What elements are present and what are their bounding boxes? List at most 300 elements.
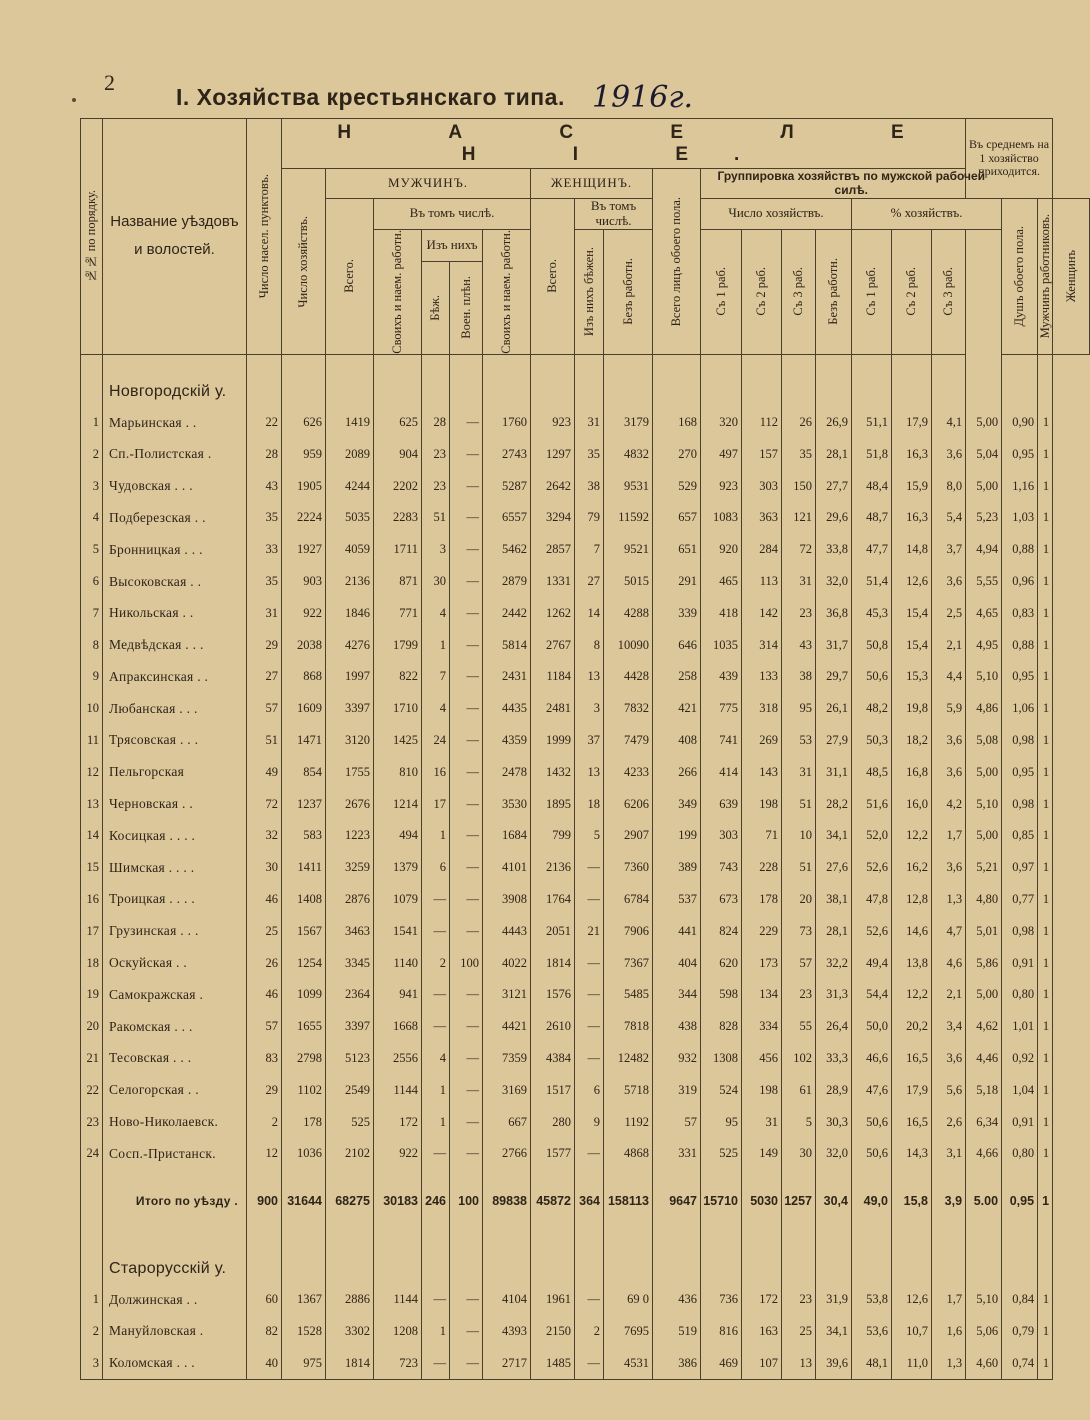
value-cell: — (450, 915, 483, 947)
value-cell (1002, 354, 1038, 407)
section-heading-row (81, 1232, 1090, 1284)
value-cell: 0,95 (1002, 438, 1038, 470)
value-cell: 438 (653, 1011, 701, 1043)
value-cell: 494 (374, 820, 422, 852)
value-cell: 339 (653, 597, 701, 629)
value-cell: 3530 (483, 788, 531, 820)
men-in-that-heading: Въ томъ числѣ. (374, 199, 531, 230)
value-cell: 465 (701, 566, 742, 598)
value-cell: 50,8 (852, 629, 892, 661)
table-row (81, 979, 1090, 1011)
value-cell (531, 1232, 575, 1284)
value-cell: 16,2 (892, 852, 932, 884)
value-cell: 172 (742, 1284, 782, 1316)
value-cell: 17 (422, 788, 450, 820)
value-cell: 2364 (326, 979, 374, 1011)
value-cell: 904 (374, 438, 422, 470)
value-cell: 3 (422, 534, 450, 566)
value-cell: 1,06 (1002, 693, 1038, 725)
value-cell: 14,6 (892, 915, 932, 947)
value-cell: 0,95 (1002, 661, 1038, 693)
value-cell: 1846 (326, 597, 374, 629)
value-cell: 47,6 (852, 1074, 892, 1106)
value-cell: 2202 (374, 470, 422, 502)
value-cell: 18 (575, 788, 604, 820)
value-cell: 32 (247, 820, 282, 852)
value-cell: 34,1 (816, 1316, 852, 1348)
col-women-total-header: Всего. (531, 199, 575, 355)
value-cell: 3,9 (932, 1170, 966, 1232)
row-number-cell: 5 (81, 534, 103, 566)
value-cell: 2150 (531, 1316, 575, 1348)
row-number-cell: 24 (81, 1138, 103, 1170)
value-cell: 31 (742, 1106, 782, 1138)
value-cell: 441 (653, 915, 701, 947)
section-heading-row (81, 354, 1090, 407)
value-cell: 923 (531, 407, 575, 439)
value-cell: 28,2 (816, 788, 852, 820)
value-cell: 1517 (531, 1074, 575, 1106)
value-cell: 363 (742, 502, 782, 534)
value-cell (483, 354, 531, 407)
value-cell: 1079 (374, 884, 422, 916)
value-cell: — (450, 629, 483, 661)
table-row (81, 438, 1090, 470)
value-cell: 51 (247, 725, 282, 757)
value-cell: 10,7 (892, 1316, 932, 1348)
volost-name-cell: Подберезская . . (103, 502, 247, 534)
volost-name-cell: Шимская . . . . (103, 852, 247, 884)
value-cell: 5462 (483, 534, 531, 566)
value-cell: 12 (247, 1138, 282, 1170)
value-cell: 1 (1038, 1347, 1053, 1379)
value-cell: 0,95 (1002, 1170, 1038, 1232)
value-cell: 2481 (531, 693, 575, 725)
value-cell: 5,06 (966, 1316, 1002, 1348)
value-cell: 4384 (531, 1043, 575, 1075)
value-cell: 26 (782, 407, 816, 439)
value-cell: 178 (742, 884, 782, 916)
value-cell: 922 (374, 1138, 422, 1170)
value-cell: 31 (575, 407, 604, 439)
value-cell: 651 (653, 534, 701, 566)
value-cell: 134 (742, 979, 782, 1011)
col-g2-header: Съ 2 раб. (742, 229, 782, 354)
value-cell: 314 (742, 629, 782, 661)
value-cell (1038, 354, 1053, 407)
value-cell: 1425 (374, 725, 422, 757)
row-number-cell: 23 (81, 1106, 103, 1138)
value-cell: 4443 (483, 915, 531, 947)
value-cell: 16,5 (892, 1043, 932, 1075)
value-cell (932, 354, 966, 407)
average-heading: Въ среднемъ на 1 хозяйство приходится. (966, 119, 1053, 199)
value-cell: 456 (742, 1043, 782, 1075)
value-cell: 2136 (326, 566, 374, 598)
col-total-all-header: Всего лицъ обоего пола. (653, 169, 701, 355)
value-cell: 150 (782, 470, 816, 502)
value-cell: 2224 (282, 502, 326, 534)
value-cell: 133 (742, 661, 782, 693)
value-cell: 1 (1038, 756, 1053, 788)
row-number-cell: 4 (81, 502, 103, 534)
value-cell: 1895 (531, 788, 575, 820)
row-number-cell: 17 (81, 915, 103, 947)
value-cell: 2,5 (932, 597, 966, 629)
col-women-refugees-header: Изъ нихъ бѣжен. (575, 229, 604, 354)
table-row (81, 725, 1090, 757)
value-cell: 173 (742, 947, 782, 979)
value-cell: 1 (422, 1316, 450, 1348)
volost-name-cell: Селогорская . . (103, 1074, 247, 1106)
value-cell: 0,91 (1002, 1106, 1038, 1138)
value-cell: 1999 (531, 725, 575, 757)
value-cell: 228 (742, 852, 782, 884)
value-cell: 5,18 (966, 1074, 1002, 1106)
value-cell: 5,00 (966, 470, 1002, 502)
hh-percent-heading: % хозяйствъ. (852, 199, 1002, 230)
value-cell: 168 (653, 407, 701, 439)
value-cell: 31 (247, 597, 282, 629)
value-cell: 54,4 (852, 979, 892, 1011)
value-cell: 1367 (282, 1284, 326, 1316)
value-cell: 27,7 (816, 470, 852, 502)
row-number-cell: 18 (81, 947, 103, 979)
value-cell: 1,04 (1002, 1074, 1038, 1106)
value-cell: 1764 (531, 884, 575, 916)
value-cell: 1 (1038, 1074, 1053, 1106)
value-cell: 5,08 (966, 725, 1002, 757)
col-p2-header: Съ 2 раб. (892, 229, 932, 354)
page-title: I. Хозяйства крестьянскаго типа. (176, 84, 565, 110)
value-cell: 52,0 (852, 820, 892, 852)
value-cell: 1927 (282, 534, 326, 566)
value-cell: 3,6 (932, 756, 966, 788)
row-number-cell: 21 (81, 1043, 103, 1075)
value-cell: 198 (742, 788, 782, 820)
value-cell: 1 (1038, 534, 1053, 566)
table-row (81, 756, 1090, 788)
value-cell: 1 (1038, 661, 1053, 693)
value-cell: 69 0 (604, 1284, 653, 1316)
value-cell: 143 (742, 756, 782, 788)
value-cell: 5015 (604, 566, 653, 598)
value-cell: 20,2 (892, 1011, 932, 1043)
value-cell: 149 (742, 1138, 782, 1170)
value-cell: 5814 (483, 629, 531, 661)
value-cell: 3,1 (932, 1138, 966, 1170)
value-cell (374, 354, 422, 407)
value-cell (892, 1232, 932, 1284)
value-cell (247, 354, 282, 407)
value-cell: 1237 (282, 788, 326, 820)
row-number-cell: 10 (81, 693, 103, 725)
value-cell: 12482 (604, 1043, 653, 1075)
value-cell: 16,3 (892, 502, 932, 534)
value-cell: — (422, 1011, 450, 1043)
value-cell: 95 (782, 693, 816, 725)
value-cell: 15,4 (892, 597, 932, 629)
value-cell: 163 (742, 1316, 782, 1348)
value-cell: 2442 (483, 597, 531, 629)
value-cell: — (575, 1138, 604, 1170)
value-cell: 27,9 (816, 725, 852, 757)
table-row (81, 1106, 1090, 1138)
value-cell: 1 (1038, 788, 1053, 820)
value-cell: 266 (653, 756, 701, 788)
table-row (81, 884, 1090, 916)
value-cell: 46,6 (852, 1043, 892, 1075)
col-g3-header: Съ 3 раб. (782, 229, 816, 354)
value-cell: 620 (701, 947, 742, 979)
value-cell: 0,85 (1002, 820, 1038, 852)
value-cell: 344 (653, 979, 701, 1011)
table-row (81, 470, 1090, 502)
value-cell: 822 (374, 661, 422, 693)
value-cell: 6 (575, 1074, 604, 1106)
value-cell: — (450, 438, 483, 470)
value-cell: 1102 (282, 1074, 326, 1106)
value-cell: 2743 (483, 438, 531, 470)
value-cell: — (450, 1043, 483, 1075)
value-cell: 1 (1038, 693, 1053, 725)
value-cell: 5,86 (966, 947, 1002, 979)
value-cell: 48,2 (852, 693, 892, 725)
value-cell: 28,1 (816, 915, 852, 947)
value-cell: 7367 (604, 947, 653, 979)
value-cell: — (450, 597, 483, 629)
value-cell: 4,95 (966, 629, 1002, 661)
value-cell: 107 (742, 1347, 782, 1379)
value-cell: 198 (742, 1074, 782, 1106)
value-cell: 32,0 (816, 566, 852, 598)
value-cell: — (422, 915, 450, 947)
value-cell: 2089 (326, 438, 374, 470)
col-refugees-header: Бѣж. (422, 261, 450, 354)
col-row-number-header: №№ по порядку. (81, 119, 103, 355)
value-cell: 12,2 (892, 979, 932, 1011)
value-cell: 10 (782, 820, 816, 852)
volost-name-cell: Сосп.-Пристанск. (103, 1138, 247, 1170)
hh-count-heading: Число хозяйствъ. (701, 199, 852, 230)
value-cell: 1,3 (932, 884, 966, 916)
value-cell: 0,98 (1002, 915, 1038, 947)
volost-name-cell: Марьинская . . (103, 407, 247, 439)
table-row (81, 1043, 1090, 1075)
col-avg-women-header: Женщинъ (1053, 199, 1090, 355)
value-cell: 1 (1038, 1138, 1053, 1170)
value-cell: — (450, 470, 483, 502)
value-cell: 5,4 (932, 502, 966, 534)
population-table (80, 118, 1078, 1371)
value-cell: 5,00 (966, 407, 1002, 439)
value-cell: 2798 (282, 1043, 326, 1075)
value-cell: 2,6 (932, 1106, 966, 1138)
row-number-cell: 2 (81, 438, 103, 470)
table-row (81, 820, 1090, 852)
value-cell: — (450, 1138, 483, 1170)
value-cell: 1 (422, 1106, 450, 1138)
district-total-row (81, 1170, 1090, 1232)
value-cell: 7479 (604, 725, 653, 757)
col-households-header: Число хозяйствъ. (282, 169, 326, 355)
value-cell: 8 (575, 629, 604, 661)
value-cell: 53,8 (852, 1284, 892, 1316)
value-cell: 73 (782, 915, 816, 947)
table-row (81, 407, 1090, 439)
value-cell: 1144 (374, 1074, 422, 1106)
value-cell (282, 354, 326, 407)
value-cell: 20 (782, 884, 816, 916)
value-cell: 1,7 (932, 1284, 966, 1316)
table-row (81, 788, 1090, 820)
value-cell: 31 (782, 566, 816, 598)
table-row (81, 947, 1090, 979)
value-cell (247, 1232, 282, 1284)
table-row (81, 1316, 1090, 1348)
value-cell: 31,7 (816, 629, 852, 661)
volost-name-cell: Тесовская . . . (103, 1043, 247, 1075)
value-cell: 51 (422, 502, 450, 534)
value-cell: 4,65 (966, 597, 1002, 629)
value-cell: 0,97 (1002, 852, 1038, 884)
value-cell: 828 (701, 1011, 742, 1043)
value-cell: 15,8 (892, 1170, 932, 1232)
value-cell: 4233 (604, 756, 653, 788)
table-row (81, 566, 1090, 598)
volost-name-cell: Ново-Николаевск. (103, 1106, 247, 1138)
value-cell: 923 (701, 470, 742, 502)
value-cell: 1485 (531, 1347, 575, 1379)
value-cell: 1799 (374, 629, 422, 661)
value-cell (653, 1232, 701, 1284)
col-men-total-header: Всего. (326, 199, 374, 355)
value-cell: 736 (701, 1284, 742, 1316)
value-cell: 3302 (326, 1316, 374, 1348)
value-cell: 38 (575, 470, 604, 502)
value-cell: 5030 (742, 1170, 782, 1232)
value-cell: 2907 (604, 820, 653, 852)
value-cell: 2549 (326, 1074, 374, 1106)
value-cell: 3,6 (932, 438, 966, 470)
value-cell: 4,2 (932, 788, 966, 820)
value-cell: 0,80 (1002, 1138, 1038, 1170)
value-cell: 1567 (282, 915, 326, 947)
value-cell: 112 (742, 407, 782, 439)
value-cell: — (575, 1347, 604, 1379)
value-cell: 2038 (282, 629, 326, 661)
row-number-cell: 11 (81, 725, 103, 757)
value-cell: 3,6 (932, 566, 966, 598)
value-cell: 258 (653, 661, 701, 693)
value-cell: 1 (1038, 1316, 1053, 1348)
value-cell: 13 (575, 756, 604, 788)
value-cell: 4,94 (966, 534, 1002, 566)
value-cell: 1 (1038, 979, 1053, 1011)
value-cell: 1760 (483, 407, 531, 439)
of-them-heading: Изъ нихъ (422, 229, 483, 261)
value-cell: 284 (742, 534, 782, 566)
row-number-cell: 7 (81, 597, 103, 629)
value-cell: 30,3 (816, 1106, 852, 1138)
value-cell: 33,8 (816, 534, 852, 566)
volost-name-cell: Ракомская . . . (103, 1011, 247, 1043)
value-cell: 4421 (483, 1011, 531, 1043)
value-cell (966, 1232, 1002, 1284)
value-cell (326, 354, 374, 407)
value-cell: 26,9 (816, 407, 852, 439)
women-heading: ЖЕНЩИНЪ. (531, 169, 653, 199)
value-cell: 16,3 (892, 438, 932, 470)
value-cell: 667 (483, 1106, 531, 1138)
value-cell: 4,6 (932, 947, 966, 979)
value-cell: 2556 (374, 1043, 422, 1075)
volost-name-cell: Любанская . . . (103, 693, 247, 725)
value-cell: 4022 (483, 947, 531, 979)
statistics-table (80, 118, 1090, 1380)
value-cell: 1 (1038, 915, 1053, 947)
value-cell: — (450, 1106, 483, 1138)
value-cell (932, 1232, 966, 1284)
value-cell: 303 (742, 470, 782, 502)
value-cell: 82 (247, 1316, 282, 1348)
value-cell: 1 (1038, 725, 1053, 757)
value-cell: 2766 (483, 1138, 531, 1170)
value-cell: 1408 (282, 884, 326, 916)
value-cell: 932 (653, 1043, 701, 1075)
value-cell: — (422, 1138, 450, 1170)
value-cell: 1 (1038, 1011, 1053, 1043)
value-cell: — (422, 1347, 450, 1379)
value-cell: 1254 (282, 947, 326, 979)
value-cell: 2857 (531, 534, 575, 566)
value-cell: 1,03 (1002, 502, 1038, 534)
table-row (81, 661, 1090, 693)
value-cell: — (575, 1043, 604, 1075)
value-cell: 525 (326, 1106, 374, 1138)
value-cell: 646 (653, 629, 701, 661)
value-cell: 1 (1038, 1284, 1053, 1316)
volost-name-cell: Грузинская . . . (103, 915, 247, 947)
value-cell: 331 (653, 1138, 701, 1170)
value-cell: 4 (422, 597, 450, 629)
value-cell: 113 (742, 566, 782, 598)
value-cell: 12,6 (892, 566, 932, 598)
value-cell: 0,84 (1002, 1284, 1038, 1316)
value-cell: 172 (374, 1106, 422, 1138)
volost-name-cell: Медвѣдская . . . (103, 629, 247, 661)
value-cell: 657 (653, 502, 701, 534)
value-cell: 920 (701, 534, 742, 566)
value-cell: 9531 (604, 470, 653, 502)
value-cell: 0,98 (1002, 788, 1038, 820)
table-row (81, 1074, 1090, 1106)
value-cell (531, 354, 575, 407)
value-cell: 0,74 (1002, 1347, 1038, 1379)
value-cell: 39,6 (816, 1347, 852, 1379)
table-row (81, 915, 1090, 947)
total-label: Итого по уѣзду . (103, 1170, 247, 1232)
value-cell: 1432 (531, 756, 575, 788)
value-cell: — (450, 693, 483, 725)
value-cell: 1144 (374, 1284, 422, 1316)
value-cell (1002, 1232, 1038, 1284)
value-cell: 60 (247, 1284, 282, 1316)
value-cell: 868 (282, 661, 326, 693)
value-cell: 9647 (653, 1170, 701, 1232)
value-cell: 5123 (326, 1043, 374, 1075)
value-cell: 1 (1038, 1170, 1053, 1232)
